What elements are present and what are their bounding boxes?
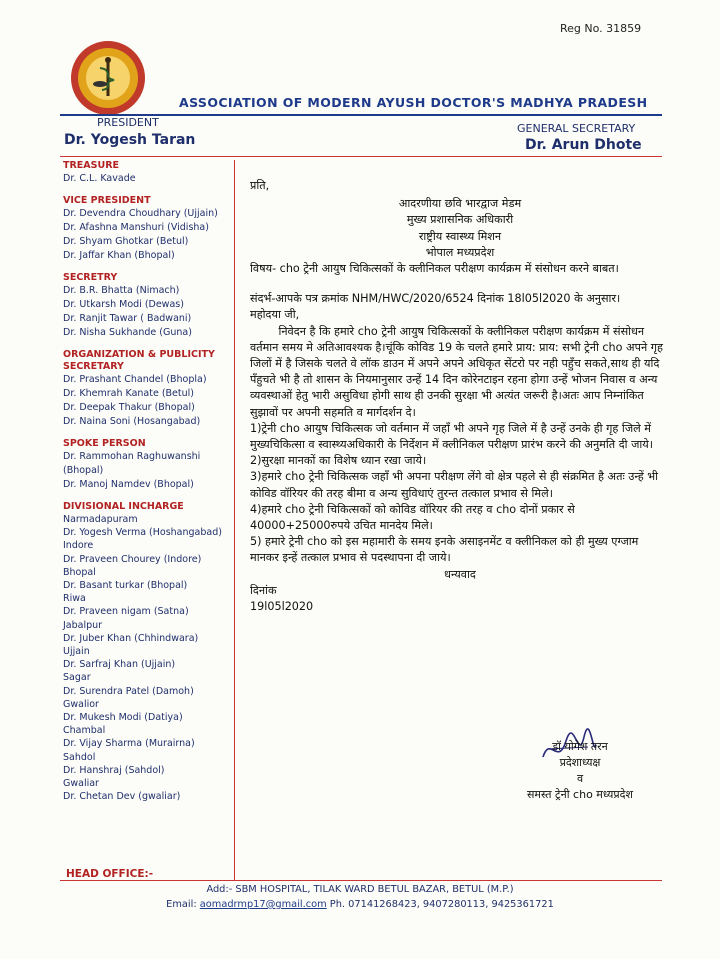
letter-date: 19l05l2020 bbox=[250, 600, 314, 614]
sidebar-member: Dr. B.R. Bhatta (Nimach) bbox=[63, 285, 180, 296]
sidebar-member: Dr. Vijay Sharma (Murairna) bbox=[63, 738, 195, 750]
sidebar-member: Sagar bbox=[63, 672, 91, 684]
sidebar-member: Dr. Ranjit Tawar ( Badwani) bbox=[63, 313, 192, 324]
head-office-label: HEAD OFFICE:- bbox=[66, 868, 154, 880]
sidebar-member: Dr. Hanshraj (Sahdol) bbox=[63, 764, 165, 776]
sidebar-member: Dr. Afashna Manshuri (Vidisha) bbox=[63, 222, 209, 233]
sidebar-member: Dr. Sarfraj Khan (Ujjain) bbox=[63, 659, 176, 671]
signatory-name: डॉ योगेश तरन bbox=[552, 740, 608, 753]
sidebar-member: Gwaliar bbox=[63, 778, 99, 790]
date-label: दिनांक bbox=[250, 583, 277, 597]
sidebar-member: Dr. C.L. Kavade bbox=[63, 173, 136, 184]
sidebar-member: Dr. Prashant Chandel (Bhopla) bbox=[63, 374, 207, 385]
sidebar-member: Dr. Naina Soni (Hosangabad) bbox=[63, 416, 201, 427]
sidebar-member: Bhopal bbox=[63, 566, 96, 578]
registration-number: Reg No. 31859 bbox=[560, 22, 642, 35]
sidebar-member: Dr. Rammohan Raghuwanshi bbox=[63, 451, 201, 462]
sidebar-section-heading: VICE PRESIDENT bbox=[63, 195, 151, 206]
phone-numbers: Ph. 07141268423, 9407280113, 9425361721 bbox=[326, 899, 554, 910]
suggestion-point: 1)ट्रेनी cho आयुष चिकित्सक जो वर्तमान में जहाँ भी अपने गृह जिले में है उन्हें उनके ही गृह जिले में मुख्यचिकित्सा व स्वास्थ्यअधिकारी के निर्देशन में क्लीनिकल परीक्षण प्रारंभ करने की अनुमति दी जाये। bbox=[250, 421, 654, 452]
sidebar-member: Dr. Utkarsh Modi (Dewas) bbox=[63, 299, 184, 310]
sidebar-member: Riwa bbox=[63, 593, 86, 605]
email-link[interactable]: aomadrmp17@gmail.com bbox=[199, 899, 327, 910]
sidebar-member: (Bhopal) bbox=[63, 465, 104, 476]
sidebar-member: Chambal bbox=[63, 725, 106, 737]
sidebar-member: Dr. Nisha Sukhande (Guna) bbox=[63, 327, 192, 338]
suggestion-point: 4)हमारे cho ट्रेनी चिकित्सकों को कोविड वॉरियर की तरह व cho दोनों प्रकार से 40000+25000रुपये उचित मानदेय मिले। bbox=[250, 502, 575, 533]
signature-block bbox=[480, 735, 680, 803]
president-label: PRESIDENT bbox=[97, 116, 159, 129]
footer-divider bbox=[60, 880, 662, 881]
sidebar-section-heading: SECRETRY bbox=[63, 272, 118, 283]
association-logo bbox=[70, 40, 146, 116]
email-label: Email: bbox=[166, 899, 200, 910]
footer-address: Add:- SBM HOSPITAL, TILAK WARD BETUL BAZAR, BETUL (M.P.) bbox=[206, 884, 514, 895]
letter-paragraph: निवेदन है कि हमारे cho ट्रेनी आयुष चिकित्सकों के क्लीनिकल परीक्षण कार्यक्रम में संसोधन वर्तमान समय मे अतिआवश्यक है।चूंकि कोविड 19 के चलते हमारे प्राय: प्राय: सभी ट्रेनी cho अपने गृह जिलों में है जिसके चलते वे लॉक डाउन में अपने अपने अधिकृत सेंटरो पर नही पहुँच सकते,साथ ही यदि पँहुचते भी है तो शासन के नियमानुसार उन्हें 14 दिन कोरेनटाइन रहना होगा उन्हें भोजन निवास व अन्य व्यवस्थाओं हेतु भारी असुविधा होगी साथ ही उनकी सुरक्षा भी अत्यंत जरूरी है।अतः आप निम्नांकित सुझावों पर अपनी सहमति व मार्गदर्शन दे। bbox=[250, 324, 667, 419]
sidebar-member: Dr. Mukesh Modi (Datiya) bbox=[63, 712, 183, 724]
president-name: Dr. Yogesh Taran bbox=[64, 132, 196, 148]
addressee-line: भोपाल मध्यप्रदेश bbox=[425, 245, 495, 259]
letter-thanks: धन्यवाद bbox=[444, 567, 476, 581]
addressee-line: राष्ट्रीय स्वास्थ्य मिशन bbox=[418, 229, 502, 243]
sidebar-member: Gwalior bbox=[63, 698, 99, 710]
letter-salutation: महोदया जी, bbox=[250, 308, 300, 322]
addressee-line: मुख्य प्रशासनिक अधिकारी bbox=[406, 213, 514, 227]
letter-body bbox=[250, 178, 670, 615]
office-bearers-sidebar bbox=[60, 160, 235, 880]
sidebar-member: Indore bbox=[63, 540, 94, 552]
suggestion-point: 5) हमारे ट्रेनी cho को इस महामारी के समय इनके असाइनमेंट व क्लीनिकल को ही मुख्य एग्जाम मानकर इन्हें तत्काल प्रभाव से पदस्थापना दी जाये। bbox=[250, 535, 639, 565]
sidebar-section-heading: ORGANIZATION & PUBLICITY SECRETARY bbox=[63, 349, 215, 372]
letter-subject: विषय- cho ट्रेनी आयुष चिकित्सकों के क्लीनिकल परीक्षण कार्यक्रम में संसोधन करने बाबत। bbox=[250, 262, 619, 276]
sidebar-member: Dr. Praveen Chourey (Indore) bbox=[63, 553, 202, 565]
header-bottom-divider bbox=[60, 156, 662, 157]
signatory-group: समस्त ट्रेनी cho मध्यप्रदेश bbox=[527, 788, 633, 801]
signatory-title: प्रदेशाध्यक्ष bbox=[559, 756, 601, 769]
sidebar-member: Ujjain bbox=[63, 646, 90, 658]
sidebar-member: Dr. Yogesh Verma (Hoshangabad) bbox=[63, 527, 222, 539]
sidebar-member: Dr. Devendra Choudhary (Ujjain) bbox=[63, 208, 218, 219]
sidebar-member: Dr. Khemrah Kanate (Betul) bbox=[63, 388, 194, 399]
sidebar-member: Dr. Shyam Ghotkar (Betul) bbox=[63, 236, 189, 247]
suggestion-point: 3)हमारे cho ट्रेनी चिकित्सक जहाँ भी अपना परीक्षण लेंगे वो क्षेत्र पहले से ही संक्रमित है अतः उन्हें भी कोविड वॉरियर की तरह बीमा व अन्य सुविधाएं तुरन्त तत्काल प्रभाव से मिले। bbox=[250, 470, 659, 500]
sidebar-member: Dr. Surendra Patel (Damoh) bbox=[63, 685, 194, 697]
sidebar-section-heading: DIVISIONAL INCHARGE bbox=[63, 501, 184, 512]
sidebar-member: Dr. Praveen nigam (Satna) bbox=[63, 606, 189, 618]
suggestion-point: 2)सुरक्षा मानकों का विशेष ध्यान रखा जाये। bbox=[250, 454, 427, 468]
sidebar-section-heading: SPOKE PERSON bbox=[63, 438, 146, 449]
sidebar-member: Dr. Chetan Dev (gwaliar) bbox=[63, 791, 181, 803]
general-secretary-label: GENERAL SECRETARY bbox=[517, 122, 636, 135]
sidebar-member: Dr. Basant turkar (Bhopal) bbox=[63, 580, 188, 592]
sidebar-member: Sahdol bbox=[63, 751, 96, 763]
sidebar-member: Dr. Jaffar Khan (Bhopal) bbox=[63, 250, 175, 261]
sidebar-member: Narmadapuram bbox=[63, 514, 138, 525]
association-name: ASSOCIATION OF MODERN AYUSH DOCTOR'S MADHYA PRADESH bbox=[179, 95, 648, 110]
sidebar-section-heading: TREASURE bbox=[63, 160, 119, 171]
letter-reference: संदर्भ-आपके पत्र क्रमांक NHM/HWC/2020/6524 दिनांक 18l05l2020 के अनुसार। bbox=[250, 292, 621, 306]
sidebar-member: Dr. Deepak Thakur (Bhopal) bbox=[63, 402, 195, 413]
sidebar-member: Dr. Manoj Namdev (Bhopal) bbox=[63, 479, 194, 490]
letter-prati: प्रति, bbox=[250, 179, 270, 192]
general-secretary-name: Dr. Arun Dhote bbox=[525, 137, 642, 153]
footer-contact bbox=[0, 899, 720, 910]
sidebar-member: Jabalpur bbox=[63, 619, 103, 631]
signature-and: व bbox=[576, 772, 584, 785]
addressee-line: आदरणीया छवि भारद्वाज मेडम bbox=[398, 197, 522, 211]
sidebar-member: Dr. Juber Khan (Chhindwara) bbox=[63, 632, 199, 644]
